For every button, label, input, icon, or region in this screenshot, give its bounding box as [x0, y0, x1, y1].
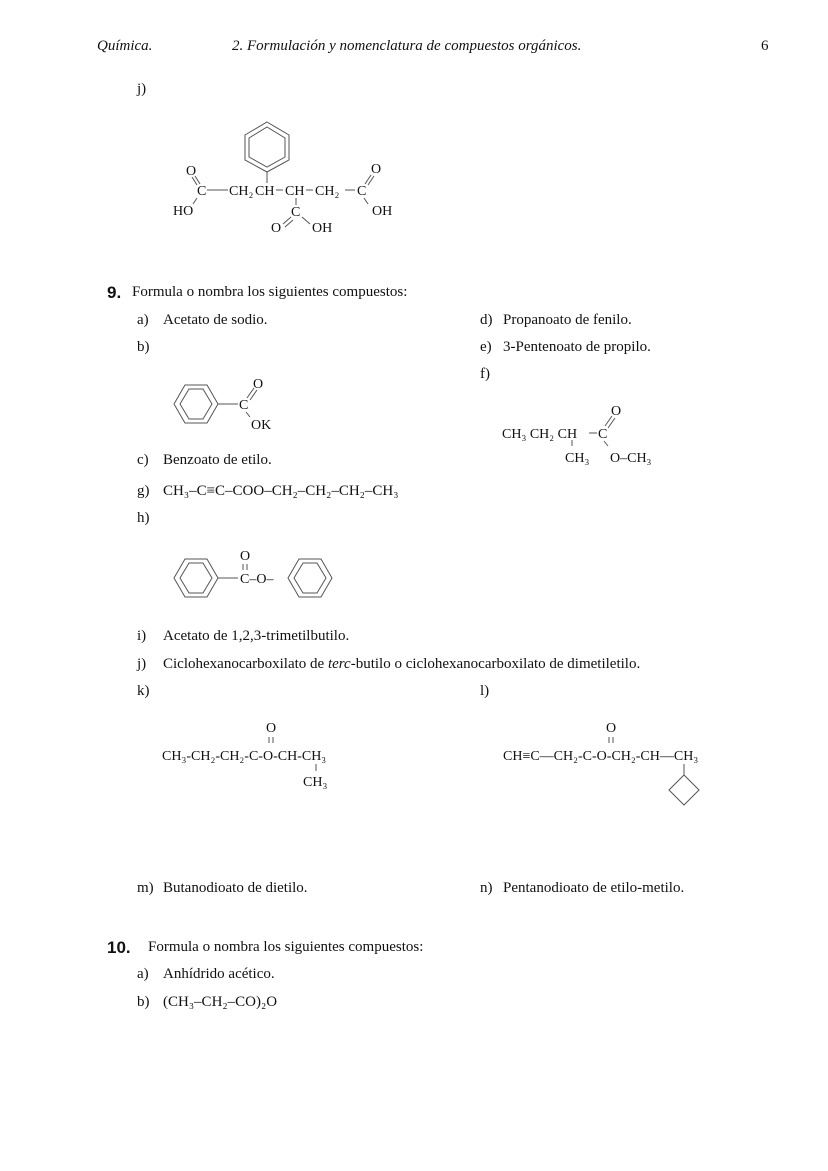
atom: OH: [312, 221, 333, 236]
atom: O: [266, 721, 277, 736]
q9-b-label: b): [137, 339, 150, 355]
question-10-title: Formula o nombra los siguientes compuestos:: [148, 939, 424, 955]
q9-j-label: j): [137, 656, 147, 672]
atom-chain: CH₃ CH₂ CH: [502, 427, 578, 442]
atom: CH₃: [303, 775, 328, 790]
q9-m-label: m): [137, 880, 154, 896]
q9-j-text-post: -butilo o ciclohexanocarboxilato de dimetiletilo.: [350, 656, 641, 672]
q9-j-text-pre: Ciclohexanocarboxilato de: [163, 656, 328, 672]
atom: CH₂: [315, 184, 340, 199]
atom: C–O–: [240, 572, 274, 587]
q9-l-label: l): [480, 683, 490, 699]
atom: O: [611, 404, 622, 419]
q9-i-label: i): [137, 628, 147, 644]
atom: C: [598, 427, 608, 442]
atom: OK: [251, 418, 272, 433]
q9-e-text: 3-Pentenoato de propilo.: [503, 339, 651, 355]
structure-prev-j: [173, 122, 392, 236]
q10-a-label: a): [137, 966, 149, 982]
atom: C: [239, 398, 249, 413]
question-9-number: 9.: [107, 283, 122, 302]
benzene-ring: [245, 122, 289, 172]
q9-d-text: Propanoato de fenilo.: [503, 312, 632, 328]
atom: CH₃: [565, 451, 590, 466]
header-chapter: 2. Formulación y nomenclatura de compuestos orgánicos.: [232, 38, 582, 54]
atom: C: [197, 184, 207, 199]
q10-a-text: Anhídrido acético.: [163, 966, 275, 982]
q9-h-label: h): [137, 510, 150, 526]
atom: CH: [255, 184, 275, 199]
atom: C: [357, 184, 367, 199]
atom-chain: CH₃-CH₂-CH₂-C-O-CH-CH₃: [162, 749, 327, 764]
q9-a-text: Acetato de sodio.: [163, 312, 268, 328]
atom: CH: [285, 184, 305, 199]
benzene-inner: [249, 127, 285, 167]
atom: O: [186, 164, 197, 179]
atom: O: [606, 721, 617, 736]
header-subject: Química.: [97, 38, 153, 54]
atom: O: [371, 162, 382, 177]
q9-j-text-em: terc: [327, 656, 351, 672]
atom: O–CH₃: [610, 451, 652, 466]
q9-g-label: g): [137, 483, 150, 499]
q9-i-text: Acetato de 1,2,3-trimetilbutilo.: [163, 628, 350, 644]
item-label-prev-j: j): [137, 81, 147, 97]
atom: HO: [173, 204, 194, 219]
q9-m-text: Butanodioato de dietilo.: [163, 880, 308, 896]
q9-c-text: Benzoato de etilo.: [163, 452, 272, 468]
q9-n-label: n): [480, 880, 493, 896]
q10-b-label: b): [137, 994, 150, 1010]
structure-q9-l: [503, 721, 699, 805]
q10-b-text: (CH₃–CH₂–CO)₂O: [163, 994, 278, 1010]
atom: O: [253, 377, 264, 392]
atom-chain: CH≡C—CH₂-C-O-CH₂-CH—CH₃: [503, 749, 699, 764]
structure-q9-f: [502, 404, 652, 466]
atom: O: [271, 221, 282, 236]
structure-q9-k: [162, 721, 327, 790]
atom: C: [291, 205, 301, 220]
cyclobutane-ring: [669, 775, 699, 805]
q9-a-label: a): [137, 312, 149, 328]
q9-e-label: e): [480, 339, 492, 355]
q9-c-label: c): [137, 452, 149, 468]
q9-g-text: CH₃–C≡C–COO–CH₂–CH₂–CH₂–CH₃: [163, 483, 399, 499]
question-10-number: 10.: [107, 938, 131, 957]
structure-q9-h: [174, 549, 332, 597]
atom: OH: [372, 204, 393, 219]
atom: CH₂: [229, 184, 254, 199]
page-number: 6: [761, 38, 769, 54]
q9-n-text: Pentanodioato de etilo-metilo.: [503, 880, 685, 896]
q9-d-label: d): [480, 312, 493, 328]
structure-q9-b: [174, 377, 271, 433]
q9-f-label: f): [480, 366, 490, 382]
q9-k-label: k): [137, 683, 150, 699]
atom: O: [240, 549, 251, 564]
question-9-title: Formula o nombra los siguientes compuestos:: [132, 284, 408, 300]
